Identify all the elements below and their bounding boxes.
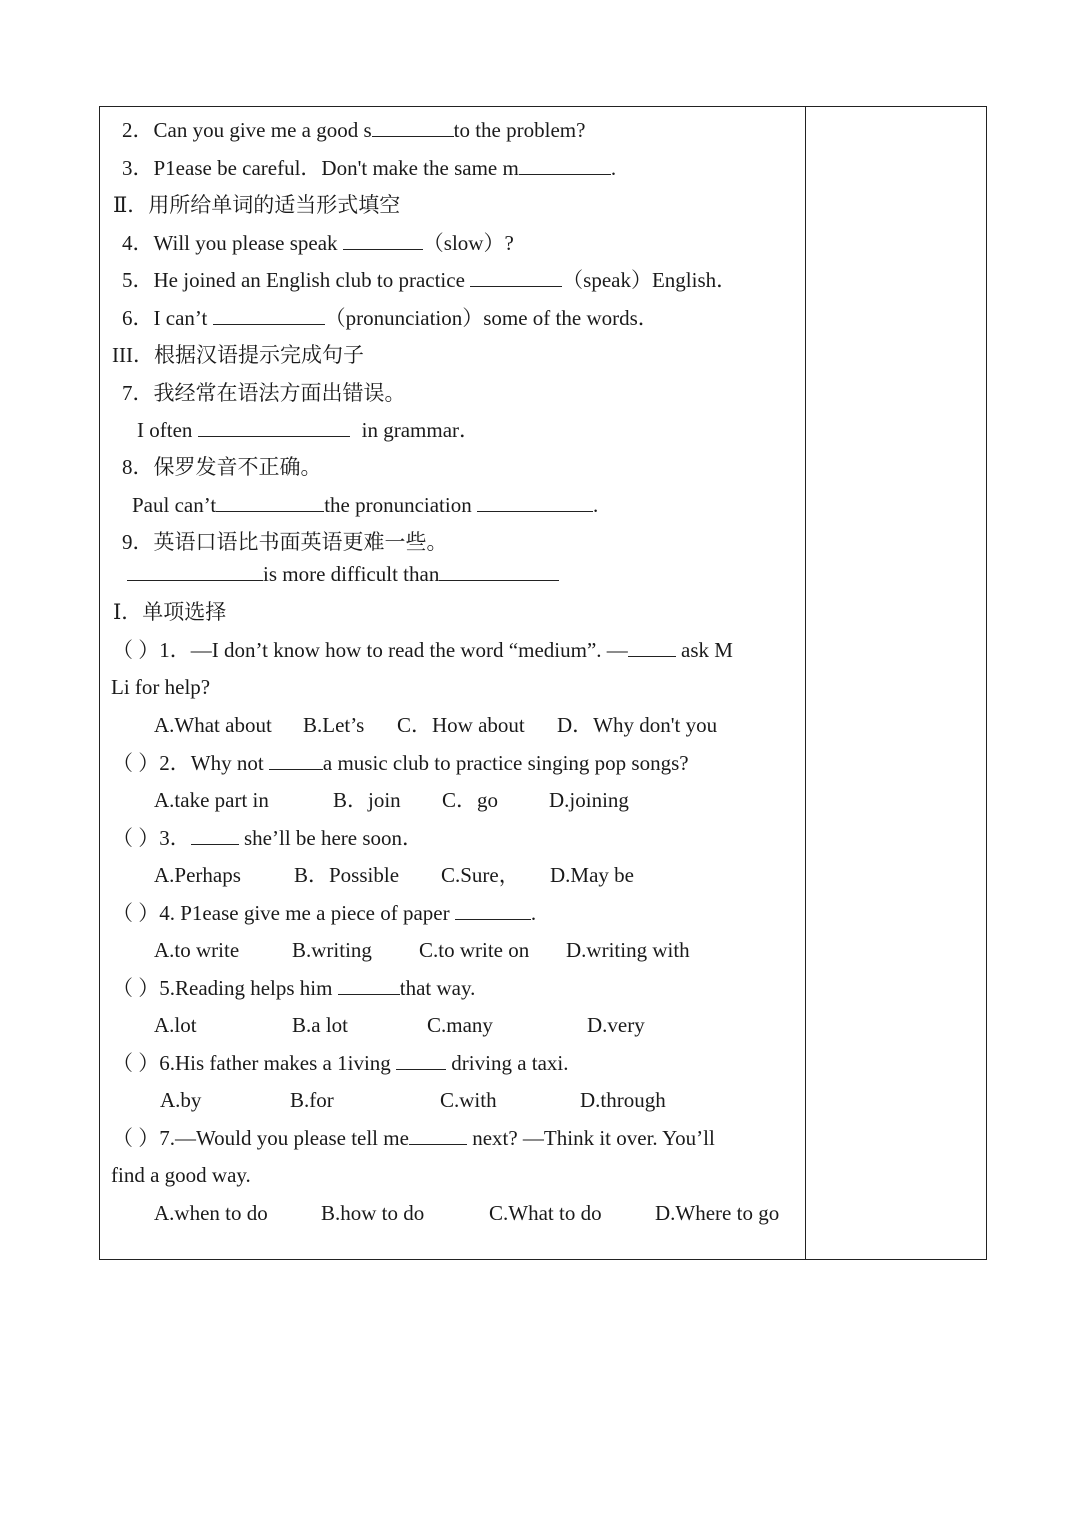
- question-number: 3．: [122, 156, 154, 180]
- choice-question-3: [112, 825, 423, 851]
- question-text: 3．: [159, 826, 191, 850]
- choice-question-7-cont: find a good way.: [111, 1163, 251, 1187]
- question-7-sentence: [137, 417, 480, 443]
- option-a[interactable]: A.when to do: [154, 1201, 268, 1225]
- answer-bracket[interactable]: （ ）: [112, 751, 160, 775]
- question-6: [122, 305, 659, 331]
- question-text: ask M: [675, 638, 733, 662]
- answer-blank[interactable]: [628, 638, 676, 657]
- answer-bracket[interactable]: （ ）: [112, 901, 160, 925]
- question-text: .: [592, 493, 599, 517]
- option-d[interactable]: D.very: [587, 1013, 645, 1037]
- question-text: 1．—I don’t know how to read the word “medium”. —: [159, 638, 628, 662]
- answer-blank[interactable]: [338, 976, 400, 995]
- answer-blank[interactable]: [396, 1051, 446, 1070]
- question-9-prompt: [122, 529, 448, 555]
- option-a[interactable]: A.What about: [154, 713, 272, 737]
- question-text: 2．Why not: [159, 751, 269, 775]
- question-text: that way.: [399, 976, 476, 1000]
- option-a[interactable]: A.by: [160, 1088, 202, 1112]
- choice-question-6: [112, 1050, 569, 1076]
- question-text: 4. P1ease give me a piece of paper: [159, 901, 455, 925]
- question-text: the pronunciation: [324, 493, 477, 517]
- question-text: is more difficult than: [263, 562, 440, 586]
- question-text: Paul can’t: [132, 493, 217, 517]
- option-a[interactable]: A.Perhaps: [154, 863, 241, 887]
- answer-blank[interactable]: [455, 901, 531, 920]
- choice-question-7: [112, 1125, 715, 1151]
- answer-blank[interactable]: [343, 231, 423, 250]
- question-8-sentence: [132, 492, 598, 518]
- choice-question-1: [112, 637, 733, 663]
- question-text: （slow）?: [422, 231, 514, 255]
- option-a[interactable]: A.take part in: [154, 788, 269, 812]
- question-text: 6.His father makes a 1iving: [159, 1051, 397, 1075]
- answer-blank[interactable]: [213, 306, 325, 325]
- option-d[interactable]: D.through: [580, 1088, 666, 1112]
- question-text: to the problem?: [453, 118, 586, 142]
- answer-blank[interactable]: [216, 493, 324, 512]
- option-d[interactable]: D.May be: [550, 863, 634, 887]
- option-c[interactable]: C.many: [427, 1013, 493, 1037]
- option-b[interactable]: B.Let’s: [303, 713, 365, 737]
- section-2-header: Ⅱ．用所给单词的适当形式填空: [113, 193, 401, 217]
- answer-blank[interactable]: [127, 562, 263, 581]
- answer-blank[interactable]: [191, 826, 239, 845]
- answer-blank[interactable]: [439, 562, 559, 581]
- question-number: 5．: [122, 268, 154, 292]
- question-text: （speak）English．: [562, 268, 738, 292]
- option-c[interactable]: C．go: [442, 788, 499, 812]
- answer-blank[interactable]: [477, 493, 593, 512]
- answer-bracket[interactable]: （ ）: [112, 1126, 160, 1150]
- option-d[interactable]: D.joining: [549, 788, 629, 812]
- option-c[interactable]: C.with: [440, 1088, 497, 1112]
- option-a[interactable]: A.lot: [154, 1013, 197, 1037]
- option-d[interactable]: D．Why don't you: [557, 713, 718, 737]
- question-text: （pronunciation）some of the words．: [324, 306, 659, 330]
- question-text: Can you give me a good s: [153, 118, 372, 142]
- question-7-prompt: [122, 380, 406, 406]
- choice-question-1-cont: Li for help?: [111, 675, 211, 699]
- option-d[interactable]: D.Where to go: [655, 1201, 780, 1225]
- choice-question-4: [112, 900, 536, 926]
- choice-question-2: [112, 750, 689, 776]
- question-9-sentence: [127, 561, 559, 587]
- choice-question-5: [112, 975, 475, 1001]
- side-notes-cell: [806, 107, 986, 1259]
- question-2: [122, 117, 585, 143]
- question-5: [122, 267, 737, 293]
- question-8-prompt: [122, 454, 322, 480]
- option-d[interactable]: D.writing with: [566, 938, 690, 962]
- question-number: 7．: [122, 381, 154, 405]
- question-text: P1ease be careful．Don't make the same m: [153, 156, 519, 180]
- question-text: in grammar．: [361, 418, 481, 442]
- question-text: 我经常在语法方面出错误。: [153, 381, 406, 405]
- option-c[interactable]: C．How about: [397, 713, 525, 737]
- answer-bracket[interactable]: （ ）: [112, 1051, 160, 1075]
- question-text: I can’t: [153, 306, 213, 330]
- option-b[interactable]: B.a lot: [292, 1013, 348, 1037]
- section-4-header: Ⅰ．单项选择: [113, 600, 227, 624]
- answer-blank[interactable]: [198, 418, 350, 437]
- question-text: .: [610, 156, 617, 180]
- question-text: Will you please speak: [153, 231, 343, 255]
- option-a[interactable]: A.to write: [154, 938, 240, 962]
- question-text: 英语口语比书面英语更难一些。: [153, 530, 448, 554]
- question-number: 8．: [122, 455, 154, 479]
- question-text: 5.Reading helps him: [159, 976, 338, 1000]
- option-b[interactable]: B.how to do: [321, 1201, 425, 1225]
- question-text: .: [530, 901, 537, 925]
- question-number: 2．: [122, 118, 154, 142]
- answer-blank[interactable]: [269, 751, 323, 770]
- section-3-header: III．根据汉语提示完成句子: [112, 343, 364, 367]
- option-c[interactable]: C.to write on: [419, 938, 530, 962]
- answer-blank[interactable]: [470, 268, 562, 287]
- question-number: 4．: [122, 231, 154, 255]
- content-cell: [100, 107, 805, 1259]
- option-b[interactable]: B．Possible: [294, 863, 400, 887]
- answer-bracket[interactable]: （ ）: [112, 976, 160, 1000]
- question-number: 9．: [122, 530, 154, 554]
- question-text: she’ll be here soon．: [238, 826, 424, 850]
- question-text: next? —Think it over. You’ll: [466, 1126, 715, 1150]
- question-text: He joined an English club to practice: [153, 268, 471, 292]
- answer-bracket[interactable]: （ ）: [112, 826, 160, 850]
- option-c[interactable]: C.What to do: [489, 1201, 602, 1225]
- question-text: 保罗发音不正确。: [153, 455, 322, 479]
- question-text: driving a taxi.: [446, 1051, 569, 1075]
- option-b[interactable]: B.for: [290, 1088, 334, 1112]
- question-4: [122, 230, 514, 256]
- option-b[interactable]: B.writing: [292, 938, 372, 962]
- question-text: I often: [137, 418, 198, 442]
- option-c[interactable]: C.Sure，: [441, 863, 520, 887]
- question-number: 6．: [122, 306, 154, 330]
- answer-bracket[interactable]: （ ）: [112, 638, 160, 662]
- option-b[interactable]: B．join: [333, 788, 401, 812]
- question-3: [122, 155, 616, 181]
- answer-blank[interactable]: [409, 1126, 467, 1145]
- answer-blank[interactable]: [519, 156, 611, 175]
- question-text: 7.—Would you please tell me: [159, 1126, 409, 1150]
- answer-blank[interactable]: [372, 118, 454, 137]
- question-text: a music club to practice singing pop songs?: [322, 751, 689, 775]
